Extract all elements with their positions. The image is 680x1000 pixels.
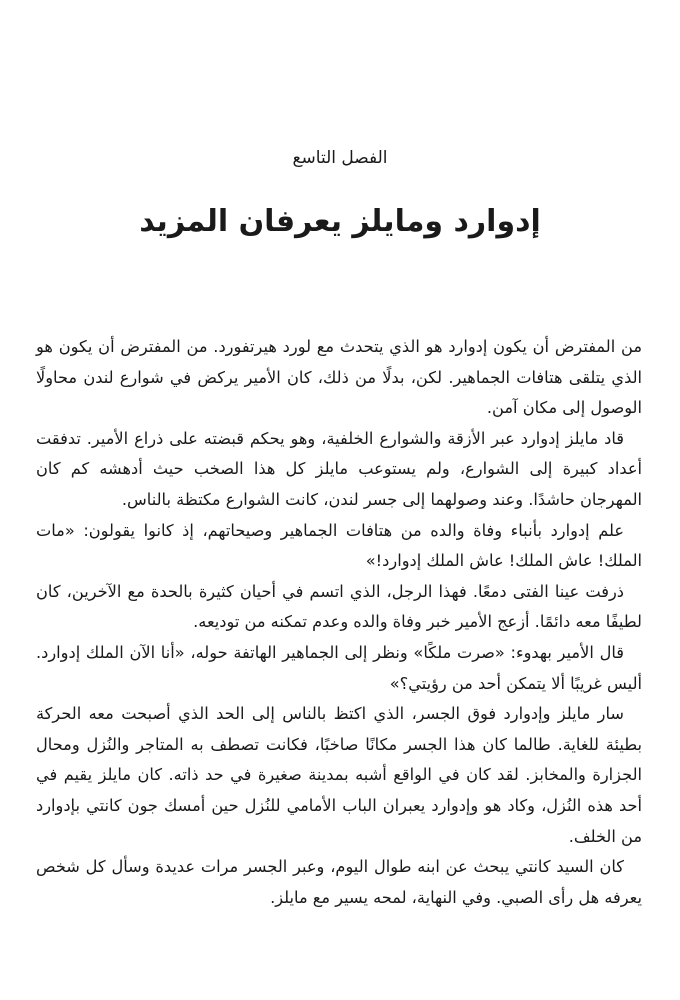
paragraph: سار مايلز وإدوارد فوق الجسر، الذي اكتظ بالناس إلى الحد الذي أصبحت معه الحركة بطيئة للغاية. طالما كان هذا الجسر مكانًا صاخبًا، فكانت تصطف به المتاجر والنُزل ومحال الجزارة والمخابز. لقد كان في الواقع أشبه بمدينة صغيرة في حد ذاته. كان مايلز يقيم في أحد هذه النُزل، وكاد هو وإدوارد يعبران الباب الأمامي للنُزل حين أمسك جون كانتي بإدوارد من الخلف. [36,704,642,846]
chapter-number: الفصل التاسع [292,148,388,168]
paragraph: من المفترض أن يكون إدوارد هو الذي يتحدث مع لورد هيرتفورد. من المفترض أن يكون هو الذي يتلقى هتافات الجماهير. لكن، بدلًا من ذلك، كان الأمير يركض في شوارع لندن محاولًا الوصول إلى مكان آمن. [36,337,642,418]
paragraph: قال الأمير بهدوء: «صرت ملكًا» ونظر إلى الجماهير الهاتفة حوله، «أنا الآن الملك إدوارد. أليس غريبًا ألا يتمكن أحد من رؤيتي؟» [36,642,642,693]
paragraph: قاد مايلز إدوارد عبر الأزقة والشوارع الخلفية، وهو يحكم قبضته على ذراع الأمير. تدفقت أعداد كبيرة إلى الشوارع، ولم يستوعب مايلز كل هذا الصخب حيث أدهشه كم كان المهرجان حاشدًا. وعند وصولهما إلى جسر لندن، كانت الشوارع مكتظة بالناس. [36,428,642,509]
chapter-body [36,332,642,913]
paragraph: علم إدوارد بأنباء وفاة والده من هتافات الجماهير وصيحاتهم، إذ كانوا يقولون: «مات الملك! عاش الملك! عاش الملك إدوارد!» [36,520,642,571]
chapter-title: إدوارد ومايلز يعرفان المزيد [139,204,541,239]
paragraph: كان السيد كانتي يبحث عن ابنه طوال اليوم، وعبر الجسر مرات عديدة وسأل كل شخص يعرفه هل رأى الصبي. وفي النهاية، لمحه يسير مع مايلز. [36,857,642,907]
paragraph: ذرفت عينا الفتى دمعًا. فهذا الرجل، الذي اتسم في أحيان كثيرة بالحدة مع الآخرين، كان لطيفًا معه دائمًا. أزعج الأمير خبر وفاة والده وعدم تمكنه من توديعه. [36,581,642,632]
